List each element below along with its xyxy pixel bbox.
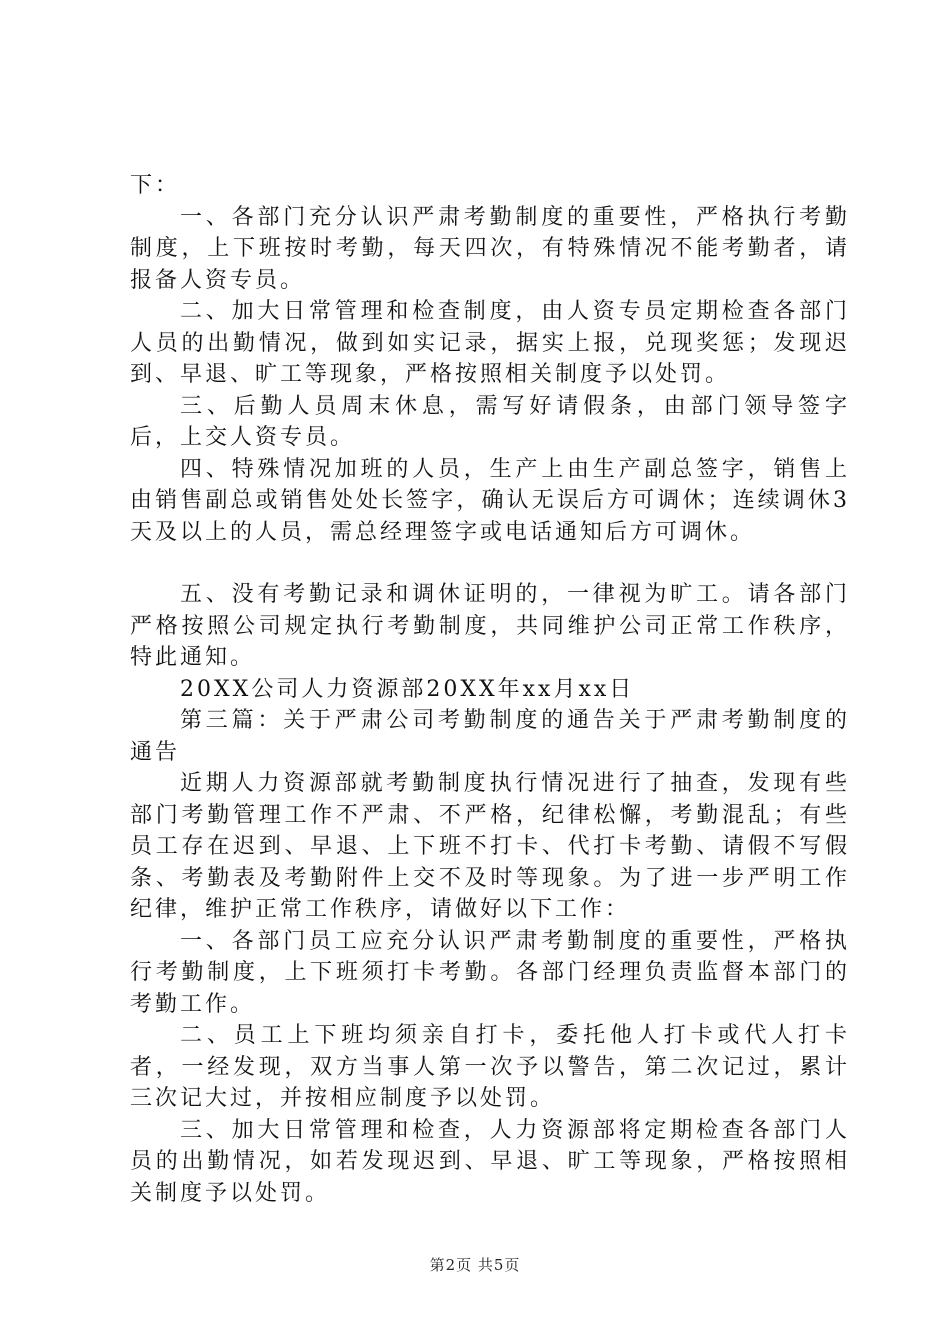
paragraph-item-3: 三、后勤人员周末休息，需写好请假条，由部门领导签字后，上交人资专员。 [130,393,850,450]
paragraph-rule-2: 二、员工上下班均须亲自打卡，委托他人打卡或代人打卡者，一经发现，双方当事人第一次予以警告，第二次记过，累计三次记大过，并按相应制度予以处罚。 [130,1023,850,1111]
paragraph-rule-3: 三、加大日常管理和检查，人力资源部将定期检查各部门人员的出勤情况，如若发现迟到、早退、旷工等现象，严格按照相关制度予以处罚。 [130,1117,850,1206]
paragraph-item-1: 一、各部门充分认识严肃考勤制度的重要性，严格执行考勤制度，上下班按时考勤，每天四次，有特殊情况不能考勤者，请报备人资专员。 [130,204,850,293]
signature-line: 20XX公司人力资源部20XX年xx月xx日 [180,676,635,702]
paragraph-item-2: 二、加大日常管理和检查制度，由人资专员定期检查各部门人员的出勤情况，做到如实记录，据实上报，兑现奖惩；发现迟到、早退、旷工等现象，严格按照相关制度予以处罚。 [130,299,850,387]
section-title: 第三篇：关于严肃公司考勤制度的通告关于严肃考勤制度的通告 [130,708,850,765]
paragraph-item-5: 五、没有考勤记录和调休证明的，一律视为旷工。请各部门严格按照公司规定执行考勤制度，共同维护公司正常工作秩序，特此通知。 [130,582,850,670]
paragraph-continuation: 下： [130,173,181,198]
document-body [130,170,850,1209]
paragraph-intro: 近期人力资源部就考勤制度执行情况进行了抽查，发现有些部门考勤管理工作不严肃、不严格，纪律松懈，考勤混乱；有些员工存在迟到、早退、上下班不打卡、代打卡考勤、请假不写假条、考勤表及考勤附件上交不及时等现象。为了进一步严明工作纪律，维护正常工作秩序，请做好以下工作： [130,771,850,922]
paragraph-rule-1: 一、各部门员工应充分认识严肃考勤制度的重要性，严格执行考勤制度，上下班须打卡考勤。各部门经理负责监督本部门的考勤工作。 [130,928,850,1017]
page-number: 第2页 共5页 [429,1256,521,1274]
paragraph-item-4: 四、特殊情况加班的人员，生产上由生产副总签字，销售上由销售副总或销售处处长签字，确认无误后方可调休；连续调休3天及以上的人员，需总经理签字或电话通知后方可调休。 [130,456,850,545]
